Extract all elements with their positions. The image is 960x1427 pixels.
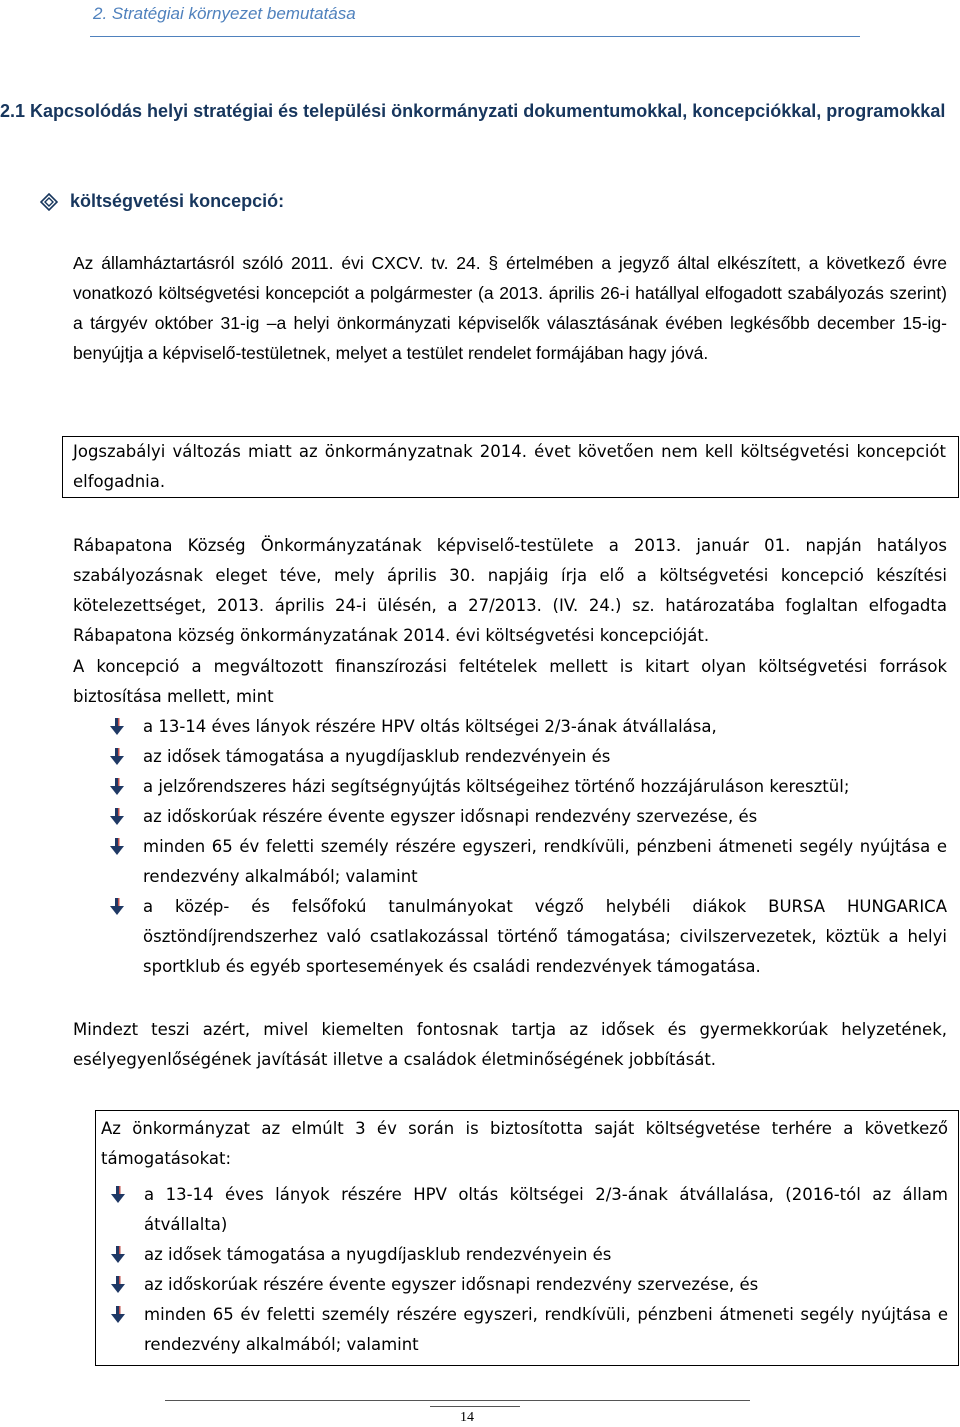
down-arrow-bullet-icon xyxy=(109,808,125,826)
list-item xyxy=(74,1180,948,1240)
list-item-text: a 13-14 éves lányok részére HPV oltás költségei 2/3-ának átvállalása, (2016-tól az állam átvállalta) xyxy=(144,1185,948,1234)
legal-change-note-box xyxy=(62,436,959,498)
list-item xyxy=(74,1240,948,1270)
list-item-text: a közép- és felsőfokú tanulmányokat végző helybéli diákok BURSA HUNGARICA ösztöndíjrendszerhez való csatlakozással történő támogatása; civilszervezetek, köztük a helyi sportklub és egyéb sportesemények és családi rendezvények támogatása. xyxy=(143,897,947,976)
list-item xyxy=(74,1270,948,1300)
list-item-text: minden 65 év feletti személy részére egyszeri, rendkívüli, pénzbeni átmeneti segély nyújtása e rendezvény alkalmából; valamint xyxy=(143,837,947,886)
list-item-text: az időskorúak részére évente egyszer idősnapi rendezvény szervezése, és xyxy=(144,1275,759,1294)
list-item-text: a jelzőrendszeres házi segítségnyújtás költségeihez történő hozzájáruláson keresztül; xyxy=(143,777,850,796)
down-arrow-bullet-icon xyxy=(110,1186,126,1204)
list-item-text: a 13-14 éves lányok részére HPV oltás költségei 2/3-ának átvállalása, xyxy=(143,717,717,736)
past-support-intro: Az önkormányzat az elmúlt 3 év során is biztosította saját költségvetése terhére a következő támogatásokat: xyxy=(101,1119,948,1168)
list-item-text: az idősek támogatása a nyugdíjasklub rendezvényein és xyxy=(144,1245,612,1264)
support-list xyxy=(73,712,947,982)
legal-change-note: Jogszabályi változás miatt az önkormányzatnak 2014. évet követően nem kell költségvetési koncepciót elfogadnia. xyxy=(73,442,946,491)
list-item xyxy=(73,712,947,742)
list-item-text: minden 65 év feletti személy részére egyszeri, rendkívüli, pénzbeni átmeneti segély nyújtása e rendezvény alkalmából; valamint xyxy=(144,1305,948,1354)
down-arrow-bullet-icon xyxy=(109,778,125,796)
support-list-items xyxy=(73,712,947,982)
past-support-list xyxy=(74,1180,948,1360)
past-support-box xyxy=(95,1110,959,1366)
topic-label: költségvetési koncepció: xyxy=(70,191,285,211)
down-arrow-bullet-icon xyxy=(109,748,125,766)
down-arrow-bullet-icon xyxy=(110,1276,126,1294)
list-item xyxy=(73,832,947,892)
down-arrow-bullet-icon xyxy=(109,838,125,856)
list-item-text: az időskorúak részére évente egyszer idősnapi rendezvény szervezése, és xyxy=(143,807,758,826)
down-arrow-bullet-icon xyxy=(109,898,125,916)
diamond-bullet-icon xyxy=(40,193,58,211)
footer-rule xyxy=(165,1400,750,1401)
running-header-title: 2. Stratégiai környezet bemutatása xyxy=(93,4,356,23)
page-number: 14 xyxy=(460,1410,474,1425)
list-item-text: az idősek támogatása a nyugdíjasklub rendezvényein és xyxy=(143,747,611,766)
paragraph-resolution: Rábapatona Község Önkormányzatának képviselő-testülete a 2013. január 01. napján hatályos szabályozásnak eleget téve, mely április 30. napjáig írja elő a költségvetési koncepció készítési kötelezettséget, 2013. április 24-i ülésén, a 27/2013. (IV. 24.) sz. határozatába foglaltan elfogadta Rábapatona község önkormányzatának 2014. évi költségvetési koncepcióját. xyxy=(73,536,947,645)
down-arrow-bullet-icon xyxy=(109,718,125,736)
down-arrow-bullet-icon xyxy=(110,1246,126,1264)
footer-rule-short xyxy=(430,1406,520,1407)
paragraph-summary: Mindezt teszi azért, mivel kiemelten fontosnak tartja az idősek és gyermekkorúak helyzetének, esélyegyenlőségének javítását illetve a családok életminőségének jobbítását. xyxy=(73,1020,947,1069)
list-item xyxy=(74,1300,948,1360)
paragraph-budget-law: Az államháztartásról szóló 2011. évi CXCV. tv. 24. § értelmében a jegyző által elkészített, a következő évre vonatkozó költségvetési koncepciót a polgármester (a 2013. április 26-i hatállyal elfogadott szabályozás szerint) a tárgyév október 31-ig –a helyi önkormányzati képviselők választásának évében legkésőbb december 15-ig- benyújtja a képviselő-testületnek, melyet a testület rendelet formájában hagy jóvá. xyxy=(73,253,947,363)
list-item xyxy=(73,772,947,802)
list-item xyxy=(73,892,947,982)
past-support-list-items xyxy=(74,1180,948,1360)
down-arrow-bullet-icon xyxy=(110,1306,126,1324)
list-item xyxy=(73,742,947,772)
list-item xyxy=(73,802,947,832)
topic-heading xyxy=(40,186,284,217)
section-title: 2.1 Kapcsolódás helyi stratégiai és települési önkormányzati dokumentumokkal, koncepciókkal, programokkal xyxy=(0,101,946,121)
paragraph-concept: A koncepció a megváltozott finanszírozási feltételek mellett is kitart olyan költségvetési források biztosítása mellett, mint xyxy=(73,657,947,706)
header-rule xyxy=(90,36,860,37)
